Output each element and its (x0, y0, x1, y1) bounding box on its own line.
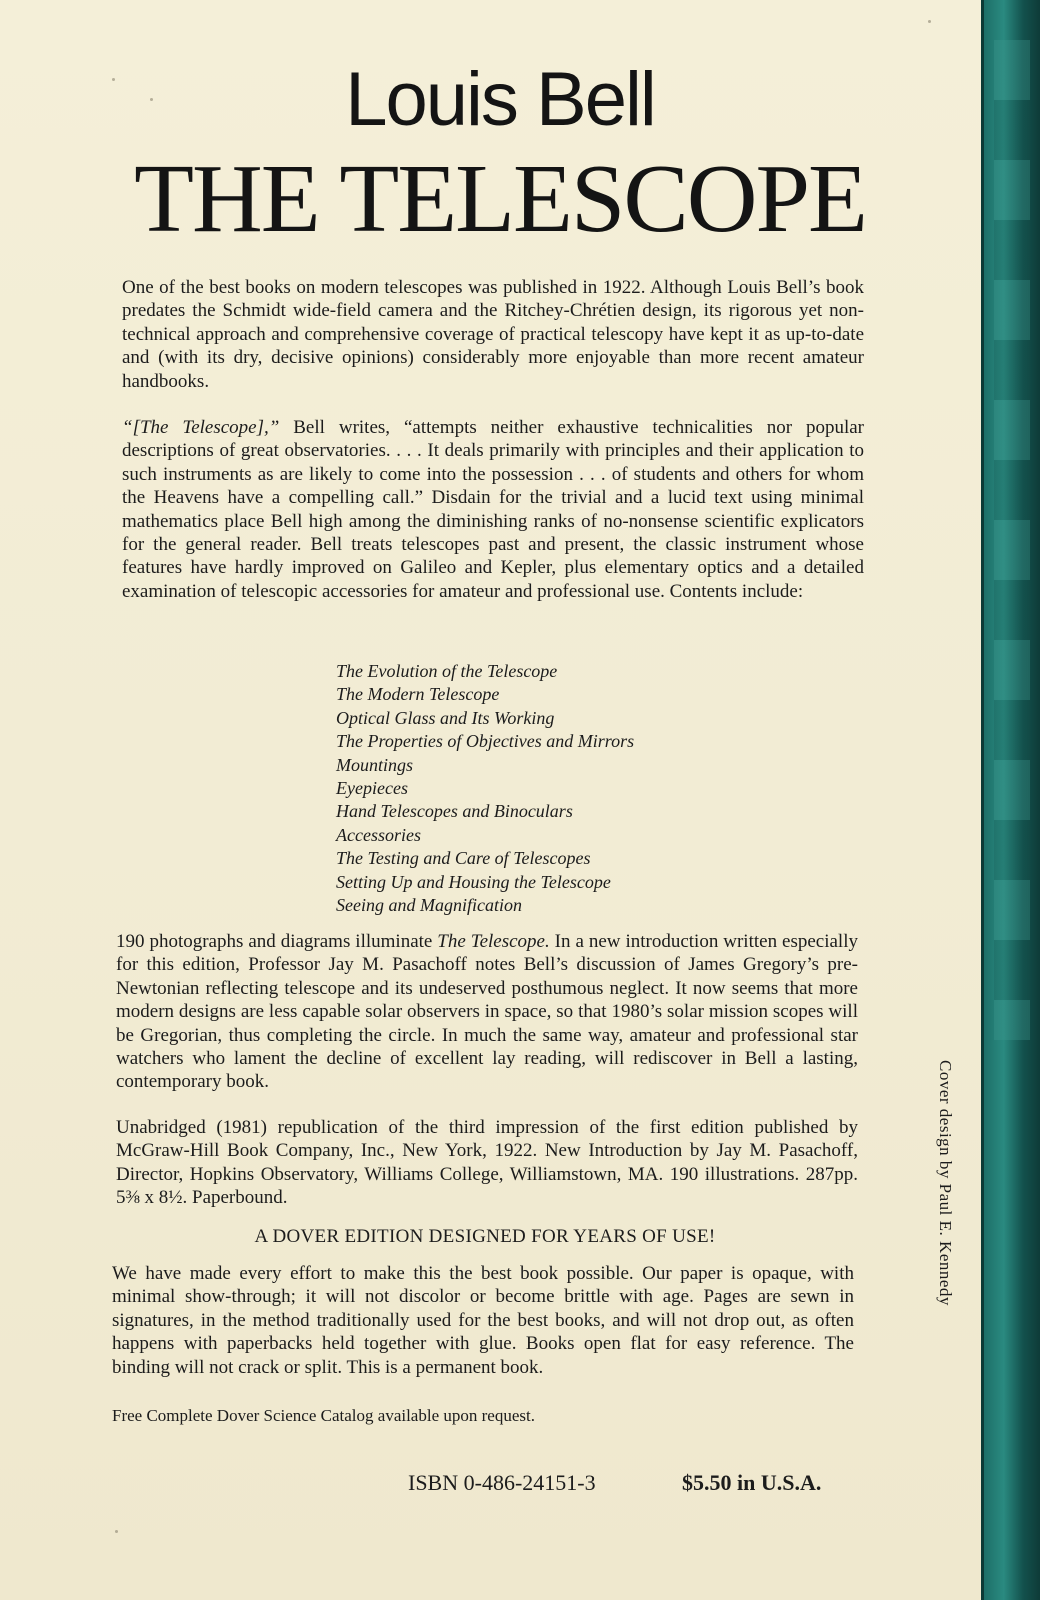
contents-item: Setting Up and Housing the Telescope (336, 871, 611, 892)
contents-item: Optical Glass and Its Working (336, 707, 555, 728)
durability-paragraph: We have made every effort to make this the best book possible. Our paper is opaque, with minimal show-through; it will not discolor or become brittle with age. Pages are sewn in signatures, in the method traditionally used for the best books, and will not drop out, as often happens with paperbacks held together with glue. Books open flat for easy reference. The binding will not crack or split. This is a permanent book. (112, 1263, 854, 1378)
paragraph-3-text-after: In a new introduction written especially for this edition, Professor Jay M. Pasachoff notes Bell’s discussion of James Gregory’s pre-Newtonian reflecting telescope and its undeserved posthumous neglect. It now seems that more modern designs are less capable solar observers in space, so that 1980’s solar mission scopes will be Gregorian, thus completing the circle. In much the same way, amateur and professional star watchers who lament the decline of excellent lay reading, will rediscover in Bell a lasting, contemporary book. (116, 931, 858, 1093)
book-title: THE TELESCOPE (134, 145, 866, 253)
paper-speck (928, 20, 931, 23)
paragraph-3-text-before: 190 photographs and diagrams illuminate (116, 931, 438, 952)
isbn: ISBN 0-486-24151-3 (408, 1470, 596, 1495)
catalog-note: Free Complete Dover Science Catalog available upon request. (112, 1406, 535, 1425)
publication-details: Unabridged (1981) republication of the third impression of the first edition published by McGraw-Hill Book Company, Inc., New York, 1922. New Introduction by Jay M. Pasachoff, Director, Hopkins Observatory, Williams College, Williamstown, MA. 190 illustrations. 287pp. 5⅜ x 8½. Paperbound. (116, 1117, 858, 1209)
author-name: Louis Bell (345, 57, 655, 142)
contents-list (336, 660, 634, 917)
contents-item: The Evolution of the Telescope (336, 661, 558, 681)
contents-item: Accessories (336, 824, 421, 845)
quoted-title: “[The Telescope],” (122, 417, 280, 438)
paragraph-2-text: Bell writes, “attempts neither exhaustive technicalities nor popular descriptions of great observatories. . . . It deals primarily with principles and their application to such instruments as are likely to come into the possession . . . of students and others for whom the Heavens have a compelling call.” Disdain for the trivial and a lucid text using minimal mathematics place Bell high among the diminishing ranks of no-nonsense scientific explicators for the general reader. Bell treats telescopes past and present, the classic instrument whose features have hardly improved on Galileo and Kepler, plus elementary optics and a detailed examination of telescopic accessories for amateur and professional use. Contents include: (122, 417, 864, 602)
paper-speck (115, 1530, 118, 1533)
cover-design-credit: Cover design by Paul E. Kennedy (936, 1060, 955, 1306)
contents-item: Mountings (336, 754, 414, 775)
spine-edge (981, 0, 1040, 1600)
paragraph-3-italic-title: The Telescope. (437, 931, 550, 952)
contents-item: Eyepieces (336, 778, 408, 799)
price: $5.50 in U.S.A. (682, 1470, 822, 1495)
description-paragraph-3 (116, 930, 858, 1094)
spine-lettering (994, 40, 1030, 1040)
dover-edition-heading: A DOVER EDITION DESIGNED FOR YEARS OF USE! (254, 1226, 716, 1247)
contents-item: The Modern Telescope (336, 684, 500, 705)
contents-item: The Testing and Care of Telescopes (336, 848, 591, 869)
contents-item: Seeing and Magnification (336, 895, 522, 916)
description-paragraph-1: One of the best books on modern telescopes was published in 1922. Although Louis Bell’s book predates the Schmidt wide-field camera and the Ritchey-Chrétien design, its rigorous yet non-technical approach and comprehensive coverage of practical telescopy have kept it as up-to-date and (with its dry, decisive opinions) considerably more enjoyable than more recent amateur handbooks. (122, 277, 864, 392)
description-paragraph-2 (122, 416, 864, 603)
contents-item: The Properties of Objectives and Mirrors (336, 731, 635, 752)
contents-item: Hand Telescopes and Binoculars (336, 801, 573, 822)
